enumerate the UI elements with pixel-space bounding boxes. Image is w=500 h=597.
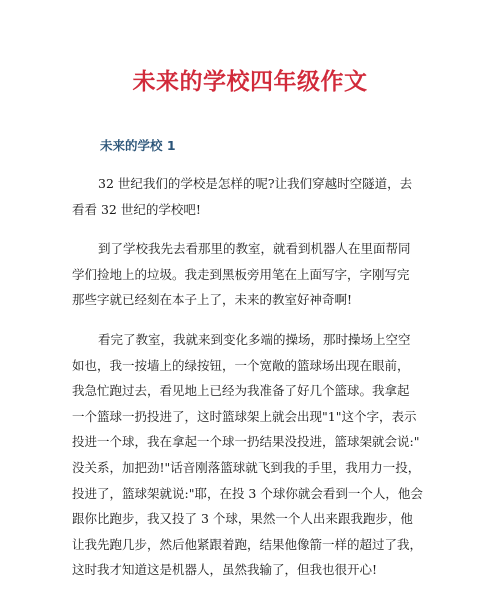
text-line: 32 世纪我们的学校是怎样的呢?让我们穿越时空隧道，去 [98, 176, 413, 191]
text-line: 如也，我一按墙上的绿按钮，一个宽敞的篮球场出现在眼前， [72, 357, 410, 373]
text-line: 没关系，加把劲!"话音刚落篮球就飞到我的手里，我用力一投， [72, 459, 421, 475]
text-line: 看完了教室，我就来到变化多端的操场，那时操场上空空 [98, 331, 411, 347]
text-line: 一个篮球一扔投进了，这时篮球架上就会出现"1"这个字，表示 [72, 408, 417, 424]
text-line: 这时我才知道这是机器人，虽然我输了，但我也很开心! [72, 562, 378, 578]
paragraph-2 [72, 236, 428, 313]
text-line: 学们捡地上的垃圾。我走到黑板旁用笔在上面写字，字刚写完 [72, 266, 410, 282]
text-line: 让我先跑几步，然后他紧跟着跑，结果他像箭一样的超过了我， [72, 536, 423, 552]
section-heading: 未来的学校 1 [100, 138, 176, 153]
text-line: 投进一个球，我在拿起一个球一扔结果没投进，篮球架就会说:" [72, 434, 420, 450]
text-line: 到了学校我先去看那里的教室，就看到机器人在里面帮同 [98, 241, 411, 257]
document-body [72, 171, 428, 597]
text-line: 看看 32 世纪的学校吧! [72, 201, 201, 217]
text-line: 跟你比跑步，我又投了 3 个球，果然一个人出来跟我跑步，他 [72, 511, 413, 527]
paragraph-1 [72, 171, 428, 222]
document-title: 未来的学校四年级作文 [132, 69, 368, 95]
text-line: 投进了，篮球架就说:"耶，在投 3 个球你就会看到一个人，他会 [72, 485, 423, 501]
text-line: 我急忙跑过去，看见地上已经为我准备了好几个篮球。我拿起 [72, 383, 410, 399]
paragraph-3 [72, 327, 428, 583]
text-line: 那些字就已经刻在本子上了，未来的教室好神奇啊! [72, 292, 353, 308]
